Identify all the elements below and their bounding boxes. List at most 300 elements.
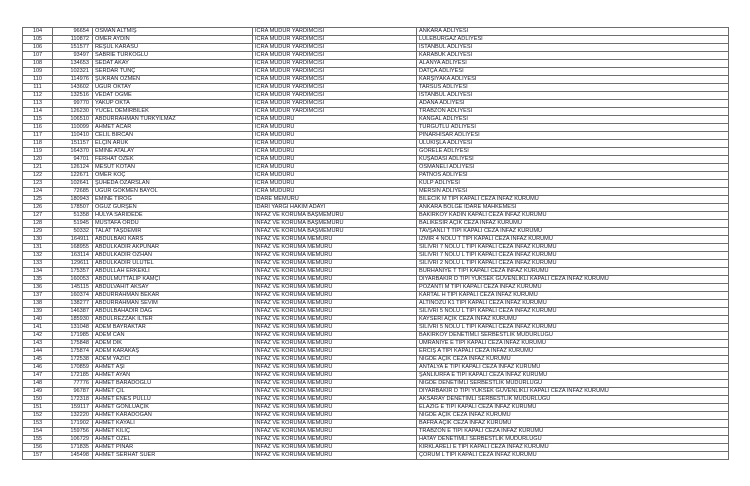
sicil-cell: 96787 (53, 388, 93, 396)
name-cell: EMİNE TİROĞ (93, 196, 253, 204)
sicil-cell: 93497 (53, 52, 93, 60)
row-number-cell: 132 (23, 252, 53, 260)
row-number-cell: 154 (23, 428, 53, 436)
table-row (23, 68, 729, 76)
location-cell: ELAZIĞ E TİPİ KAPALI CEZA İNFAZ KURUMU (417, 404, 729, 412)
table-row (23, 364, 729, 372)
title-cell: İNFAZ VE KORUMA MEMURU (253, 340, 417, 348)
name-cell: AHMET AYAN (93, 372, 253, 380)
name-cell: ÖMER KOÇ (93, 172, 253, 180)
row-number-cell: 105 (23, 36, 53, 44)
title-cell: İNFAZ VE KORUMA MEMURU (253, 324, 417, 332)
table-row (23, 140, 729, 148)
title-cell: İCRA MÜDÜR YARDIMCISI (253, 28, 417, 36)
row-number-cell: 145 (23, 356, 53, 364)
location-cell: BURHANİYE T TİPİ KAPALI CEZA İNFAZ KURUMU (417, 268, 729, 276)
location-cell: KIRKLARELİ E TİPİ KAPALI CEZA İNFAZ KURUMU (417, 444, 729, 452)
table-row (23, 308, 729, 316)
table-row (23, 356, 729, 364)
title-cell: İNFAZ VE KORUMA MEMURU (253, 268, 417, 276)
sicil-cell: 96654 (53, 28, 93, 36)
name-cell: ABDURRAHMAN SEVİM (93, 300, 253, 308)
location-cell: ÜMRANİYE E TİPİ KAPALI CEZA İNFAZ KURUMU (417, 340, 729, 348)
name-cell: ÖMER AYDIN (93, 36, 253, 44)
location-cell: SİLİVRİ 5 NOLU L TİPİ KAPALI CEZA İNFAZ KURUMU (417, 308, 729, 316)
table-row (23, 52, 729, 60)
document-sheet (22, 27, 728, 460)
table-row (23, 284, 729, 292)
sicil-cell: 172318 (53, 396, 93, 404)
sicil-cell: 114976 (53, 76, 93, 84)
table-row (23, 76, 729, 84)
table-row (23, 372, 729, 380)
location-cell: PATNOS ADLİYESİ (417, 172, 729, 180)
title-cell: İCRA MÜDÜR YARDIMCISI (253, 68, 417, 76)
sicil-cell: 106510 (53, 116, 93, 124)
location-cell: NİĞDE AÇIK CEZA İNFAZ KURUMU (417, 356, 729, 364)
title-cell: İNFAZ VE KORUMA MEMURU (253, 316, 417, 324)
title-cell: İNFAZ VE KORUMA BAŞMEMURU (253, 228, 417, 236)
title-cell: İNFAZ VE KORUMA MEMURU (253, 420, 417, 428)
table-row (23, 316, 729, 324)
name-cell: ŞÜKRAN ÖZMEN (93, 76, 253, 84)
table-row (23, 44, 729, 52)
table-row (23, 324, 729, 332)
title-cell: İNFAZ VE KORUMA MEMURU (253, 452, 417, 460)
sicil-cell: 102641 (53, 180, 93, 188)
row-number-cell: 111 (23, 84, 53, 92)
name-cell: SABRİE TÜRKOĞLU (93, 52, 253, 60)
sicil-cell: 132516 (53, 92, 93, 100)
row-number-cell: 116 (23, 124, 53, 132)
name-cell: ABDULLAH ERKEKLİ (93, 268, 253, 276)
row-number-cell: 112 (23, 92, 53, 100)
sicil-cell: 138277 (53, 300, 93, 308)
table-row (23, 188, 729, 196)
row-number-cell: 126 (23, 204, 53, 212)
sicil-cell: 72685 (53, 188, 93, 196)
sicil-cell: 110410 (53, 132, 93, 140)
sicil-cell: 50332 (53, 228, 93, 236)
location-cell: OSMANELİ ADLİYESİ (417, 164, 729, 172)
name-cell: UĞUR OKTAY (93, 84, 253, 92)
location-cell: AKSARAY DENETİMLİ SERBESTLİK MÜDÜRLÜĞÜ (417, 396, 729, 404)
location-cell: NİĞDE AÇIK CEZA İNFAZ KURUMU (417, 412, 729, 420)
sicil-cell: 51945 (53, 220, 93, 228)
title-cell: İCRA MÜDÜR YARDIMCISI (253, 44, 417, 52)
table-row (23, 380, 729, 388)
sicil-cell: 126230 (53, 108, 93, 116)
location-cell: ANKARA BÖLGE İDARE MAHKEMESİ (417, 204, 729, 212)
table-row (23, 348, 729, 356)
location-cell: İSTANBUL ADLİYESİ (417, 92, 729, 100)
table-row (23, 204, 729, 212)
table-row (23, 244, 729, 252)
row-number-cell: 146 (23, 364, 53, 372)
row-number-cell: 113 (23, 100, 53, 108)
sicil-cell: 163114 (53, 252, 93, 260)
title-cell: İCRA MÜDÜR YARDIMCISI (253, 100, 417, 108)
table-row (23, 252, 729, 260)
table-row (23, 108, 729, 116)
location-cell: KANGAL ADLİYESİ (417, 116, 729, 124)
row-number-cell: 106 (23, 44, 53, 52)
table-row (23, 420, 729, 428)
name-cell: ABDÜLBAHADIR DAĞ (93, 308, 253, 316)
name-cell: AHMET ÇİL (93, 388, 253, 396)
location-cell: TRABZON E TİPİ KAPALI CEZA İNFAZ KURUMU (417, 428, 729, 436)
location-cell: ANTALYA E TİPİ KAPALI CEZA İNFAZ KURUMU (417, 364, 729, 372)
row-number-cell: 147 (23, 372, 53, 380)
location-cell: NİĞDE DENETİMLİ SERBESTLİK MÜDÜRLÜĞÜ (417, 380, 729, 388)
name-cell: ADEM YAZICI (93, 356, 253, 364)
title-cell: İCRA MÜDÜR YARDIMCISI (253, 60, 417, 68)
row-number-cell: 143 (23, 340, 53, 348)
title-cell: İCRA MÜDÜRÜ (253, 188, 417, 196)
location-cell: İSTANBUL ADLİYESİ (417, 44, 729, 52)
sicil-cell: 145115 (53, 284, 93, 292)
table-row (23, 36, 729, 44)
location-cell: DİYARBAKIR D TİPİ YÜKSEK GÜVENLİKLİ KAPALI CEZA İNFAZ KURUMU (417, 388, 729, 396)
table-row (23, 212, 729, 220)
row-number-cell: 104 (23, 28, 53, 36)
sicil-cell: 51358 (53, 212, 93, 220)
name-cell: AHMET GÖNLÜAÇIK (93, 404, 253, 412)
title-cell: İNFAZ VE KORUMA MEMURU (253, 300, 417, 308)
sicil-cell: 171835 (53, 444, 93, 452)
name-cell: ADEM CAN (93, 332, 253, 340)
title-cell: İNFAZ VE KORUMA MEMURU (253, 252, 417, 260)
row-number-cell: 156 (23, 444, 53, 452)
sicil-cell: 134653 (53, 60, 93, 68)
location-cell: BAKIRKÖY DENETİMLİ SERBESTLİK MÜDÜRLÜĞÜ (417, 332, 729, 340)
name-cell: ELÇİN ARUK (93, 140, 253, 148)
sicil-cell: 160053 (53, 276, 93, 284)
title-cell: İCRA MÜDÜR YARDIMCISI (253, 92, 417, 100)
title-cell: İCRA MÜDÜR YARDIMCISI (253, 108, 417, 116)
row-number-cell: 130 (23, 236, 53, 244)
sicil-cell: 175848 (53, 340, 93, 348)
row-number-cell: 152 (23, 412, 53, 420)
location-cell: TURGUTLU ADLİYESİ (417, 124, 729, 132)
title-cell: İNFAZ VE KORUMA MEMURU (253, 372, 417, 380)
location-cell: HATAY DENETİMLİ SERBESTLİK MÜDÜRLÜĞÜ (417, 436, 729, 444)
table-row (23, 28, 729, 36)
sicil-cell: 172538 (53, 356, 93, 364)
table-row (23, 156, 729, 164)
title-cell: İNFAZ VE KORUMA MEMURU (253, 380, 417, 388)
row-number-cell: 136 (23, 284, 53, 292)
name-cell: AHMET SERHAT SÜER (93, 452, 253, 460)
title-cell: İCRA MÜDÜRÜ (253, 132, 417, 140)
table-row (23, 92, 729, 100)
location-cell: BAFRA AÇIK CEZA İNFAZ KURUMU (417, 420, 729, 428)
name-cell: SERDAR TUNÇ (93, 68, 253, 76)
row-number-cell: 122 (23, 172, 53, 180)
sicil-cell: 106729 (53, 436, 93, 444)
location-cell: ŞANLIURFA E TİPİ KAPALI CEZA İNFAZ KURUMU (417, 372, 729, 380)
row-number-cell: 120 (23, 156, 53, 164)
title-cell: İNFAZ VE KORUMA MEMURU (253, 396, 417, 404)
location-cell: GÖRELE ADLİYESİ (417, 148, 729, 156)
location-cell: SİLİVRİ 7 NOLU L TİPİ KAPALI CEZA İNFAZ KURUMU (417, 244, 729, 252)
sicil-cell: 168955 (53, 244, 93, 252)
row-number-cell: 110 (23, 76, 53, 84)
name-cell: ABDULMÜTTALİP KAMÇI (93, 276, 253, 284)
title-cell: İCRA MÜDÜR YARDIMCISI (253, 52, 417, 60)
location-cell: KARŞIYAKA ADLİYESİ (417, 76, 729, 84)
title-cell: İNFAZ VE KORUMA MEMURU (253, 348, 417, 356)
sicil-cell: 164911 (53, 236, 93, 244)
table-row (23, 340, 729, 348)
row-number-cell: 157 (23, 452, 53, 460)
title-cell: İNFAZ VE KORUMA MEMURU (253, 412, 417, 420)
row-number-cell: 138 (23, 300, 53, 308)
location-cell: KARTAL H TİPİ KAPALI CEZA İNFAZ KURUMU (417, 292, 729, 300)
row-number-cell: 109 (23, 68, 53, 76)
sicil-cell: 175874 (53, 348, 93, 356)
location-cell: TARSUS ADLİYESİ (417, 84, 729, 92)
row-number-cell: 114 (23, 108, 53, 116)
name-cell: ABDULVAHİT AKSAY (93, 284, 253, 292)
row-number-cell: 129 (23, 228, 53, 236)
name-cell: AHMET KILIÇ (93, 428, 253, 436)
location-cell: MERSİN ADLİYESİ (417, 188, 729, 196)
name-cell: AHMET PINAR (93, 444, 253, 452)
row-number-cell: 118 (23, 140, 53, 148)
name-cell: AHMET AŞI (93, 364, 253, 372)
table-row (23, 164, 729, 172)
name-cell: YAKUP OKTA (93, 100, 253, 108)
title-cell: İCRA MÜDÜRÜ (253, 156, 417, 164)
location-cell: BAKIRKÖY KADIN KAPALI CEZA İNFAZ KURUMU (417, 212, 729, 220)
title-cell: İNFAZ VE KORUMA MEMURU (253, 444, 417, 452)
name-cell: UĞUR GÖKMEN BAYOL (93, 188, 253, 196)
location-cell: TAVŞANLI T TİPİ KAPALI CEZA İNFAZ KURUMU (417, 228, 729, 236)
row-number-cell: 144 (23, 348, 53, 356)
sicil-cell: 132220 (53, 412, 93, 420)
name-cell: CELİL BİRCAN (93, 132, 253, 140)
row-number-cell: 131 (23, 244, 53, 252)
sicil-cell: 110872 (53, 36, 93, 44)
title-cell: İCRA MÜDÜRÜ (253, 180, 417, 188)
sicil-cell: 178507 (53, 204, 93, 212)
location-cell: POZANTI M TİPİ KAPALI CEZA İNFAZ KURUMU (417, 284, 729, 292)
location-cell: ANKARA ADLİYESİ (417, 28, 729, 36)
sicil-cell: 110099 (53, 124, 93, 132)
location-cell: ADANA ADLİYESİ (417, 100, 729, 108)
row-number-cell: 151 (23, 404, 53, 412)
table-row (23, 148, 729, 156)
title-cell: İNFAZ VE KORUMA MEMURU (253, 436, 417, 444)
table-row (23, 412, 729, 420)
table-row (23, 116, 729, 124)
sicil-cell: 151157 (53, 140, 93, 148)
sicil-cell: 94701 (53, 156, 93, 164)
sicil-cell: 171985 (53, 332, 93, 340)
sicil-cell: 185930 (53, 316, 93, 324)
name-cell: AHMET KARADOĞAN (93, 412, 253, 420)
table-row (23, 404, 729, 412)
table-row (23, 268, 729, 276)
title-cell: İNFAZ VE KORUMA MEMURU (253, 236, 417, 244)
name-cell: SEDAT AKAY (93, 60, 253, 68)
row-number-cell: 119 (23, 148, 53, 156)
table-row (23, 196, 729, 204)
row-number-cell: 107 (23, 52, 53, 60)
table-row (23, 172, 729, 180)
location-cell: SİLİVRİ 5 NOLU L TİPİ KAPALI CEZA İNFAZ KURUMU (417, 324, 729, 332)
table-row (23, 236, 729, 244)
title-cell: İCRA MÜDÜRÜ (253, 124, 417, 132)
sicil-cell: 122671 (53, 172, 93, 180)
location-cell: SİLİVRİ 7 NOLU L TİPİ KAPALI CEZA İNFAZ KURUMU (417, 252, 729, 260)
title-cell: İCRA MÜDÜRÜ (253, 172, 417, 180)
location-cell: ALANYA ADLİYESİ (417, 60, 729, 68)
row-number-cell: 153 (23, 420, 53, 428)
title-cell: İCRA MÜDÜR YARDIMCISI (253, 76, 417, 84)
title-cell: İNFAZ VE KORUMA MEMURU (253, 260, 417, 268)
name-cell: FERHAT ÖZEK (93, 156, 253, 164)
sicil-cell: 151577 (53, 44, 93, 52)
sicil-cell: 102321 (53, 68, 93, 76)
sicil-cell: 159756 (53, 428, 93, 436)
location-cell: DİYARBAKIR D TİPİ YÜKSEK GÜVENLİKLİ KAPALI CEZA İNFAZ KURUMU (417, 276, 729, 284)
name-cell: HÜLYA SARIDEDE (93, 212, 253, 220)
sicil-cell: 180943 (53, 196, 93, 204)
name-cell: ABDULBAKİ KARS (93, 236, 253, 244)
title-cell: İNFAZ VE KORUMA BAŞMEMURU (253, 212, 417, 220)
name-cell: REŞUL KARASU (93, 44, 253, 52)
sicil-cell: 164370 (53, 148, 93, 156)
name-cell: ABDULKADİR ULUTEL (93, 260, 253, 268)
name-cell: AHMET ACAR (93, 124, 253, 132)
row-number-cell: 115 (23, 116, 53, 124)
name-cell: ADEM BAYRAKTAR (93, 324, 253, 332)
row-number-cell: 133 (23, 260, 53, 268)
table-row (23, 180, 729, 188)
title-cell: İNFAZ VE KORUMA MEMURU (253, 292, 417, 300)
location-cell: DATÇA ADLİYESİ (417, 68, 729, 76)
location-cell: ERCİŞ A TİPİ KAPALI CEZA İNFAZ KURUMU (417, 348, 729, 356)
row-number-cell: 135 (23, 276, 53, 284)
sicil-cell: 77776 (53, 380, 93, 388)
title-cell: İDARE MEMURU (253, 196, 417, 204)
title-cell: İCRA MÜDÜR YARDIMCISI (253, 84, 417, 92)
name-cell: ŞÜHEDA ÖZARSLAN (93, 180, 253, 188)
name-cell: OĞUZ GÜRŞEN (93, 204, 253, 212)
title-cell: İNFAZ VE KORUMA MEMURU (253, 244, 417, 252)
name-cell: TALAT TAŞDEMİR (93, 228, 253, 236)
name-cell: AHMET ENES PULLU (93, 396, 253, 404)
row-number-cell: 141 (23, 324, 53, 332)
table-row (23, 220, 729, 228)
table-row (23, 100, 729, 108)
row-number-cell: 155 (23, 436, 53, 444)
location-cell: İZMİR 4 NOLU T TİPİ KAPALI CEZA İNFAZ KURUMU (417, 236, 729, 244)
title-cell: İCRA MÜDÜRÜ (253, 116, 417, 124)
table-row (23, 428, 729, 436)
table-row (23, 60, 729, 68)
name-cell: OSMAN ALTMIŞ (93, 28, 253, 36)
title-cell: İNFAZ VE KORUMA BAŞMEMURU (253, 220, 417, 228)
name-cell: MUSTAFA ORDU (93, 220, 253, 228)
table-row (23, 292, 729, 300)
row-number-cell: 108 (23, 60, 53, 68)
row-number-cell: 128 (23, 220, 53, 228)
table-row (23, 260, 729, 268)
row-number-cell: 149 (23, 388, 53, 396)
title-cell: İNFAZ VE KORUMA MEMURU (253, 332, 417, 340)
name-cell: ABDULKADİR ÖZHAN (93, 252, 253, 260)
row-number-cell: 127 (23, 212, 53, 220)
name-cell: ADEM KARAKAŞ (93, 348, 253, 356)
row-number-cell: 137 (23, 292, 53, 300)
location-cell: SİLİVRİ 2 NOLU L TİPİ KAPALI CEZA İNFAZ KURUMU (417, 260, 729, 268)
sicil-cell: 131048 (53, 324, 93, 332)
title-cell: İNFAZ VE KORUMA MEMURU (253, 364, 417, 372)
location-cell: KARABÜK ADLİYESİ (417, 52, 729, 60)
sicil-cell: 143602 (53, 84, 93, 92)
table-row (23, 332, 729, 340)
table-row (23, 276, 729, 284)
location-cell: BALIKESİR AÇIK CEZA İNFAZ KURUMU (417, 220, 729, 228)
table-row (23, 396, 729, 404)
row-number-cell: 124 (23, 188, 53, 196)
location-cell: KAYSERİ AÇIK CEZA İNFAZ KURUMU (417, 316, 729, 324)
location-cell: ALTINÖZÜ K1 TİPİ KAPALI CEZA İNFAZ KURUMU (417, 300, 729, 308)
table-body (23, 28, 729, 460)
table-row (23, 444, 729, 452)
sicil-cell: 171902 (53, 420, 93, 428)
title-cell: İCRA MÜDÜR YARDIMCISI (253, 36, 417, 44)
table-row (23, 132, 729, 140)
row-number-cell: 139 (23, 308, 53, 316)
table-row (23, 228, 729, 236)
row-number-cell: 117 (23, 132, 53, 140)
row-number-cell: 123 (23, 180, 53, 188)
name-cell: ABDÜLREZZAK İLTER (93, 316, 253, 324)
location-cell: KULP ADLİYESİ (417, 180, 729, 188)
location-cell: ÇORUM L TİPİ KAPALI CEZA İNFAZ KURUMU (417, 452, 729, 460)
title-cell: İCRA MÜDÜRÜ (253, 164, 417, 172)
sicil-cell: 175357 (53, 268, 93, 276)
sicil-cell: 170859 (53, 364, 93, 372)
title-cell: İCRA MÜDÜRÜ (253, 140, 417, 148)
title-cell: İNFAZ VE KORUMA MEMURU (253, 388, 417, 396)
name-cell: AHMET BARADOĞLU (93, 380, 253, 388)
sicil-cell: 129611 (53, 260, 93, 268)
title-cell: İNFAZ VE KORUMA MEMURU (253, 428, 417, 436)
title-cell: İDARİ YARGI HAKİM ADAYI (253, 204, 417, 212)
sicil-cell: 126124 (53, 164, 93, 172)
table-row (23, 452, 729, 460)
title-cell: İNFAZ VE KORUMA MEMURU (253, 284, 417, 292)
location-cell: KUŞADASI ADLİYESİ (417, 156, 729, 164)
row-number-cell: 125 (23, 196, 53, 204)
name-cell: ABDULKADİR AKPUNAR (93, 244, 253, 252)
name-cell: EMİNE ATALAY (93, 148, 253, 156)
name-cell: ABDURRAHMAN TÜRKYILMAZ (93, 116, 253, 124)
row-number-cell: 150 (23, 396, 53, 404)
sicil-cell: 172185 (53, 372, 93, 380)
table-row (23, 124, 729, 132)
sicil-cell: 145498 (53, 452, 93, 460)
table-row (23, 84, 729, 92)
title-cell: İNFAZ VE KORUMA MEMURU (253, 404, 417, 412)
title-cell: İCRA MÜDÜRÜ (253, 148, 417, 156)
name-cell: YÜCEL DEMİRBİLEK (93, 108, 253, 116)
